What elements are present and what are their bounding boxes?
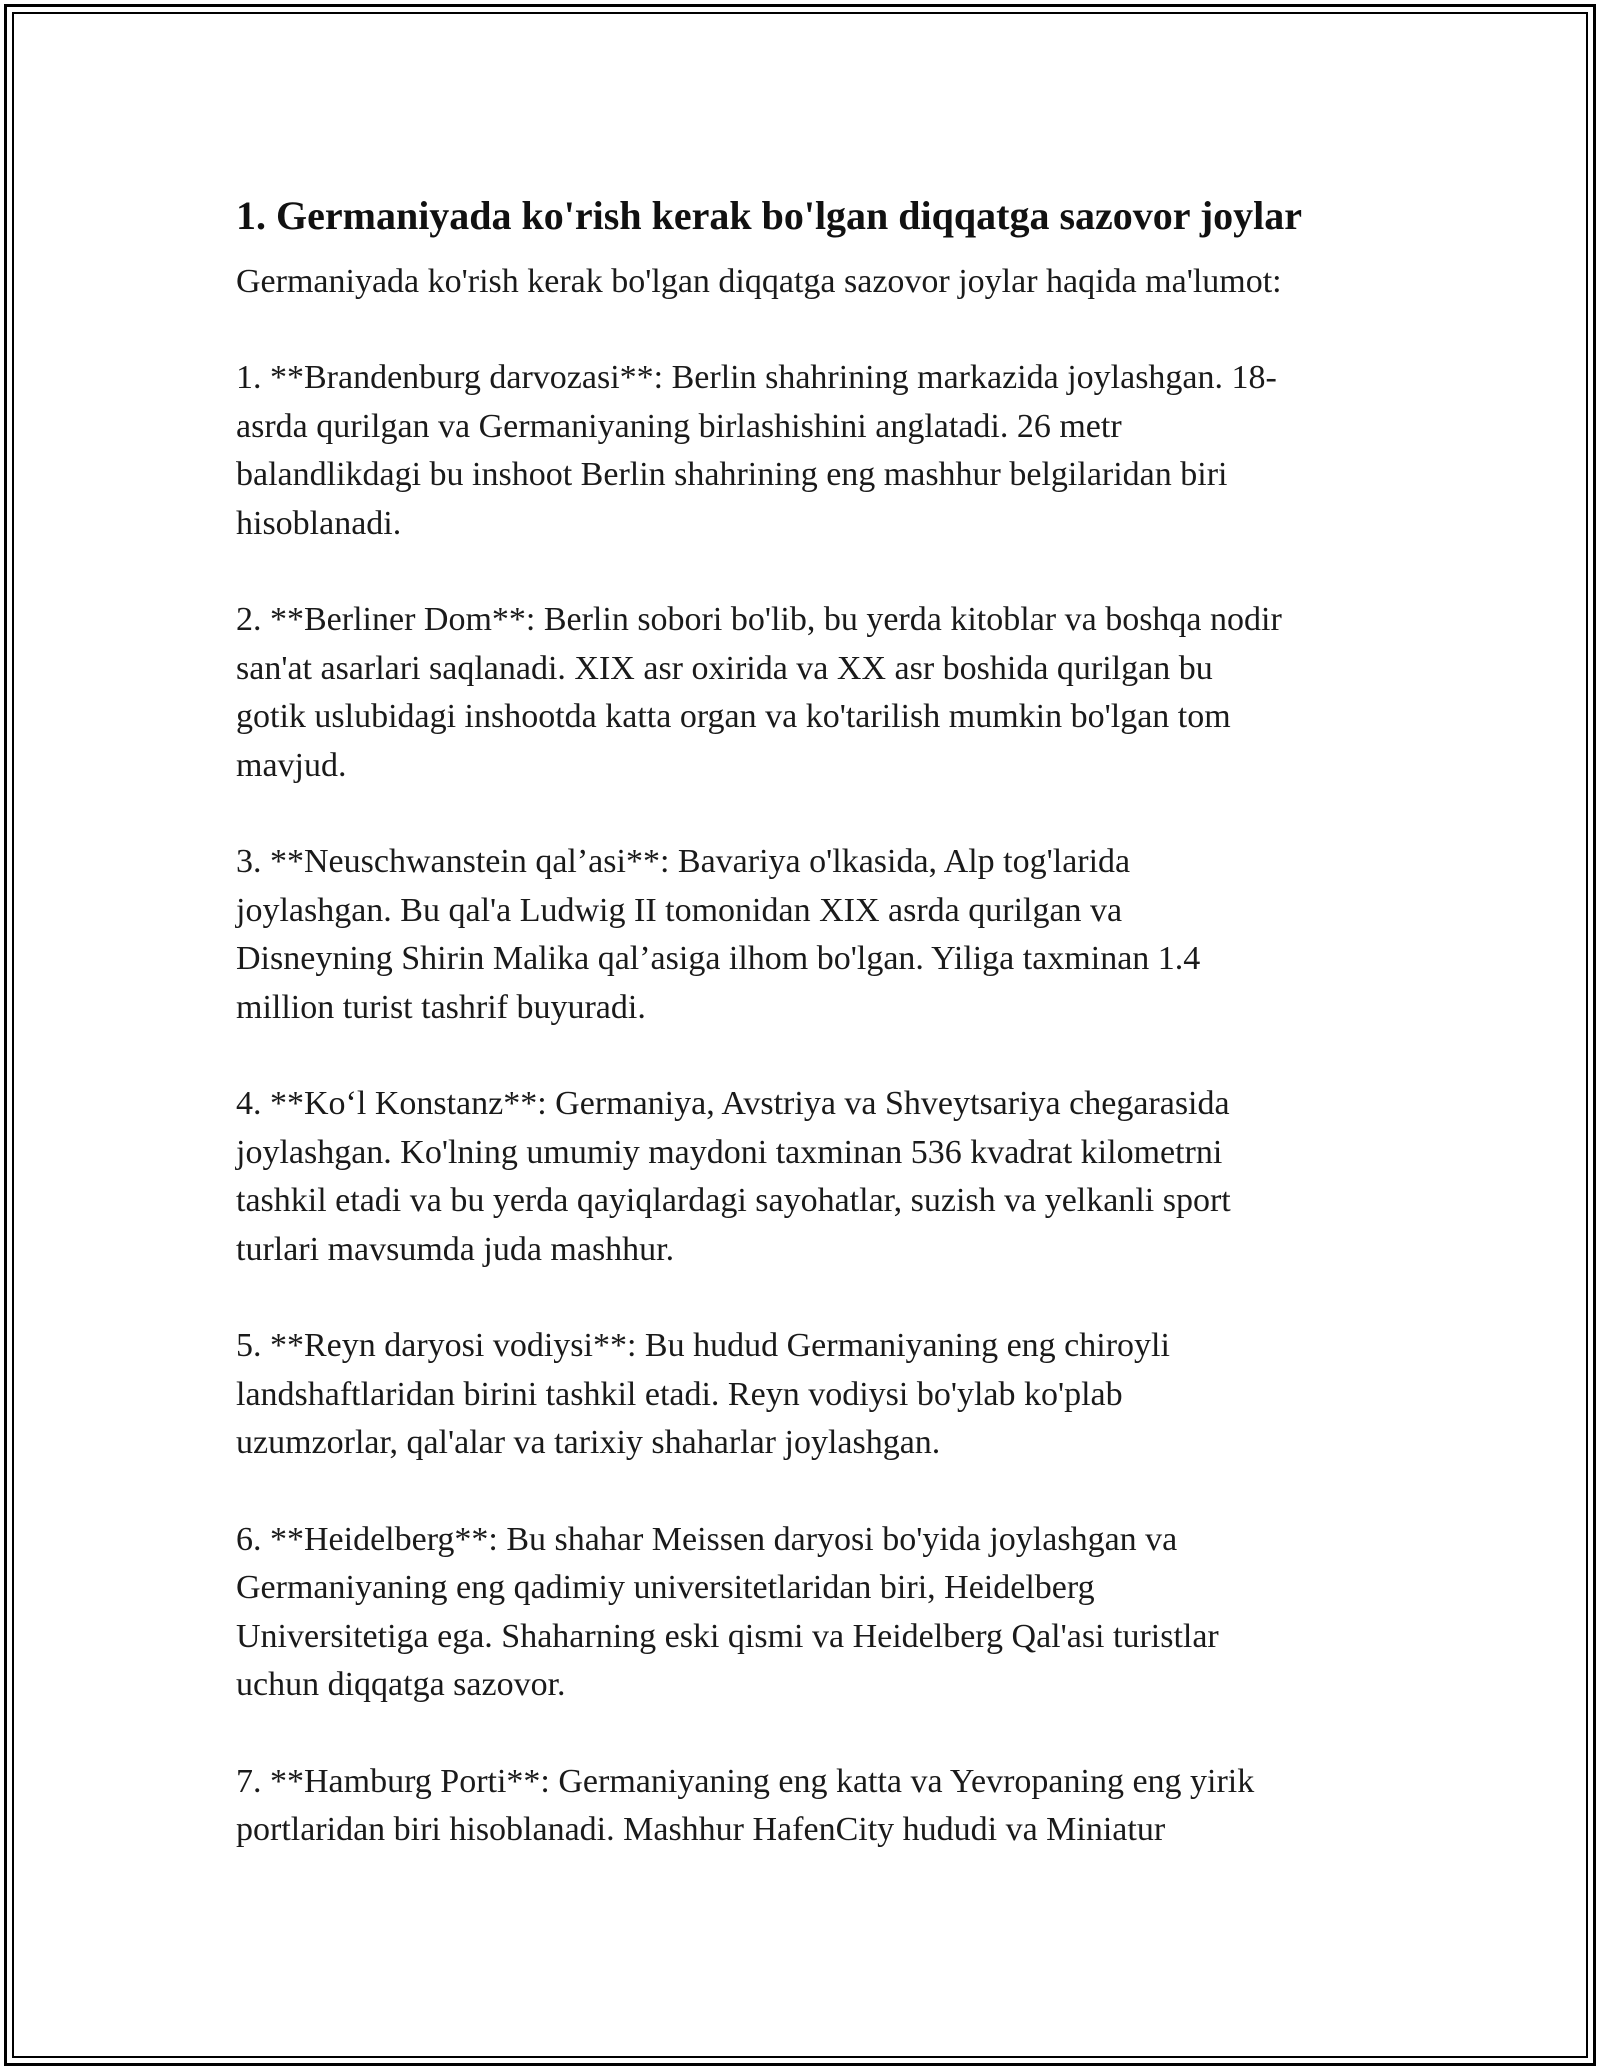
list-item — [236, 1322, 1366, 1468]
list-item-line: 5. **Reyn daryosi vodiysi**: Bu hudud Germaniyaning eng chiroyli — [236, 1327, 1170, 1364]
list-item-line: portlaridan biri hisoblanadi. Mashhur HafenCity hududi va Miniatur — [236, 1811, 1166, 1848]
list-item — [236, 1516, 1366, 1710]
list-item — [236, 1758, 1366, 1855]
list-item-line: turlari mavsumda juda mashhur. — [236, 1230, 675, 1268]
list-item-line: million turist tashrif buyuradi. — [236, 988, 646, 1026]
document-title: 1. Germaniyada ko'rish kerak bo'lgan diqqatga sazovor joylar — [236, 193, 1303, 238]
list-item-line: joylashgan. Bu qal'a Ludwig II tomonidan XIX asrda qurilgan va — [236, 891, 1123, 929]
list-item — [236, 1080, 1366, 1274]
list-item-line: Disneyning Shirin Malika qal’asiga ilhom bo'lgan. Yiliga taxminan 1.4 — [236, 940, 1201, 977]
list-item — [236, 596, 1366, 790]
list-item-line: san'at asarlari saqlanadi. XIX asr oxirida va XX asr boshida qurilgan bu — [236, 649, 1213, 687]
list-item-line: hisoblanadi. — [236, 504, 402, 542]
list-item-line: uzumzorlar, qal'alar va tarixiy shaharlar joylashgan. — [236, 1424, 941, 1461]
list-item — [236, 838, 1366, 1032]
list-item-line: gotik uslubidagi inshootda katta organ va ko'tarilish mumkin bo'lgan tom — [236, 698, 1231, 735]
list-item-line: 4. **Ko‘l Konstanz**: Germaniya, Avstriya va Shveytsariya chegarasida — [236, 1085, 1230, 1122]
list-item-line: joylashgan. Ko'lning umumiy maydoni taxminan 536 kvadrat kilometrni — [236, 1133, 1223, 1171]
list-item-line: 2. **Berliner Dom**: Berlin sobori bo'lib, bu yerda kitoblar va boshqa nodir — [236, 601, 1282, 638]
document-body — [236, 190, 1366, 1855]
list-item-line: tashkil etadi va bu yerda qayiqlardagi sayohatlar, suzish va yelkanli sport — [236, 1182, 1231, 1219]
list-item-line: Germaniyaning eng qadimiy universitetlaridan biri, Heidelberg — [236, 1569, 1095, 1606]
list-item-line: asrda qurilgan va Germaniyaning birlashishini anglatadi. 26 metr — [236, 407, 1122, 445]
list-item-line: Universitetiga ega. Shaharning eski qismi va Heidelberg Qal'asi turistlar — [236, 1617, 1219, 1655]
list-item-line: 3. **Neuschwanstein qal’asi**: Bavariya o'lkasida, Alp tog'larida — [236, 843, 1131, 880]
list-item-line: balandlikdagi bu inshoot Berlin shahrining eng mashhur belgilaridan biri — [236, 456, 1228, 493]
list-item-line: uchun diqqatga sazovor. — [236, 1666, 566, 1703]
list-item — [236, 354, 1366, 548]
attractions-list — [236, 354, 1366, 1855]
list-item-line: landshaftlaridan birini tashkil etadi. Reyn vodiysi bo'ylab ko'plab — [236, 1375, 1123, 1413]
list-item-line: 1. **Brandenburg darvozasi**: Berlin shahrining markazida joylashgan. 18- — [236, 359, 1277, 396]
list-item-line: mavjud. — [236, 746, 347, 784]
intro-paragraph: Germaniyada ko'rish kerak bo'lgan diqqatga sazovor joylar haqida ma'lumot: — [236, 263, 1282, 300]
list-item-line: 7. **Hamburg Porti**: Germaniyaning eng katta va Yevropaning eng yirik — [236, 1762, 1255, 1800]
list-item-line: 6. **Heidelberg**: Bu shahar Meissen daryosi bo'yida joylashgan va — [236, 1520, 1178, 1558]
